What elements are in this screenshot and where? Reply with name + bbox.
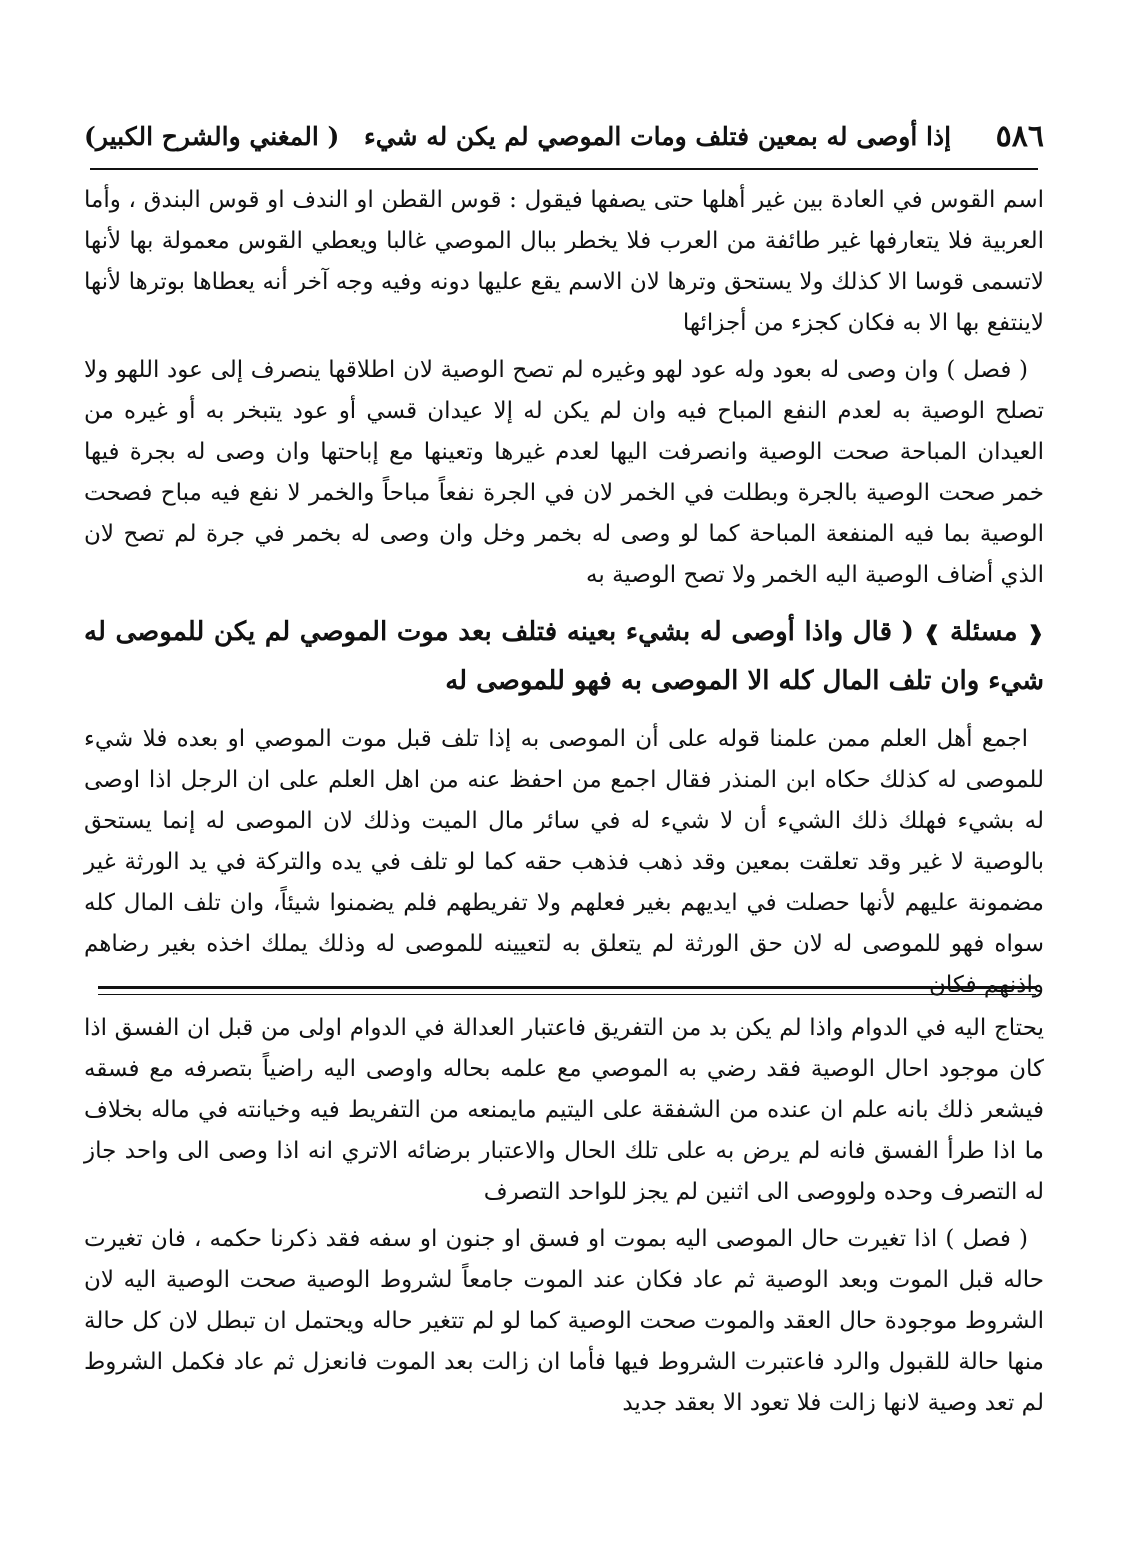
top-section: [84, 180, 1044, 1006]
running-title: إذا أوصى له بمعين فتلف ومات الموصي لم يكن له شيء: [363, 121, 952, 151]
ornament-icon: ❰: [1027, 621, 1044, 645]
book-page: [84, 108, 1044, 1528]
page-number: ٥٨٦: [995, 118, 1044, 154]
paragraph: ( فصل ) اذا تغيرت حال الموصى اليه بموت او فسق او جنون او سفه فقد ذكرنا حكمه ، فان تغيرت حاله قبل الموت وبعد الوصية ثم عاد فكان عند الموت جامعاً لشروط الوصية صحت الوصية اليه لان الشروط موجودة حال العقد والموت صحت الوصية كما لو لم تتغير حاله ويحتمل ان تبطل لان كل حالة منها حالة للقبول والرد فاعتبرت الشروط فيها فأما ان زالت بعد الموت فانعزل ثم عاد فكمل الشروط لم تعد وصية لانها زالت فلا تعود الا بعقد جديد: [84, 1226, 1044, 1416]
commentary: اجمع أهل العلم ممن علمنا قوله على أن الموصى به إذا تلف قبل موت الموصي او بعده فلا شيء للموصى له كذلك حكاه ابن المنذر فقال اجمع من احفظ عنه من اهل العلم على ان الرجل اذا اوصى له بشيء فهلك ذلك الشيء أن لا شيء له في سائر مال الميت وذلك لان الموصى له إنما يستحق بالوصية لا غير وقد تعلقت بمعين وقد ذهب فذهب حقه كما لو تلف في يده والتركة في يد الورثة غير مضمونة عليهم لأنها حصلت في ايديهم بغير فعلهم ولا تفريطهم فلم يضمنوا شيئاً، وان تلف المال كله سواه فهو للموصى له لان حق الورثة لم يتعلق به لتعيينه للموصى له وذلك يملك اخذه بغير رضاهم واذنهم فكان: [84, 726, 1044, 998]
section-divider: [98, 986, 1036, 995]
ornament-icon: ❱: [923, 621, 941, 645]
bottom-section: [84, 1008, 1044, 1424]
masala-text: ( قال واذا أوصى له بشيء بعينه فتلف بعد موت الموصي لم يكن للموصى له شيء وان تلف المال كله الا الموصى به فهو للموصى له: [84, 617, 1044, 696]
page-header: [84, 108, 1044, 164]
header-rule: [90, 168, 1038, 170]
paragraph: ( فصل ) وان وصى له بعود وله عود لهو وغيره لم تصح الوصية لان اطلاقها ينصرف إلى عود اللهو ولا تصلح الوصية به لعدم النفع المباح فيه وان لم يكن له إلا عيدان قسي أو عود يتبخر به أو غيره من العيدان المباحة صحت الوصية وانصرفت اليها لعدم غيرها وتعينها مع إباحتها وان وصى له بجرة فيها خمر صحت الوصية بالجرة وبطلت في الخمر لان في الجرة نفعاً مباحاً والخمر لا نفع فيه مباح فصحت الوصية بما فيه المنفعة المباحة كما لو وصى له بخمر وخل وان وصى له بخمر في جرة لم تصح لان الذي أضاف الوصية اليه الخمر ولا تصح الوصية به: [84, 357, 1044, 588]
masala-label: مسئلة: [950, 617, 1018, 647]
book-name: ( المغني والشرح الكبير): [84, 121, 340, 151]
masala-heading: [84, 608, 1044, 705]
paragraph: اسم القوس في العادة بين غير أهلها حتى يصفها فيقول : قوس القطن او الندف او قوس البندق ، وأما العربية فلا يتعارفها غير طائفة من العرب فلا يخطر ببال الموصي غالبا ويعطي القوس معمولة بها لأنها لاتسمى قوسا الا كذلك ولا يستحق وترها لان الاسم يقع عليها دونه وفيه وجه آخر أنه يعطاها بوترها لأنها لاينتفع بها الا به فكان كجزء من أجزائها: [84, 187, 1044, 336]
paragraph: يحتاج اليه في الدوام واذا لم يكن بد من التفريق فاعتبار العدالة في الدوام اولى من قبل ان الفسق اذا كان موجود احال الوصية فقد رضي به الموصي مع علمه بحاله واوصى اليه راضياً بتصرفه مع فسقه فيشعر ذلك بانه علم ان عنده من الشفقة على اليتيم مايمنعه من التفريط فيه وخيانته في ماله بخلاف ما اذا طرأ الفسق فانه لم يرض به على تلك الحال والاعتبار برضائه الاتري انه اذا وصى الى واحد جاز له التصرف وحده ولووصى الى اثنين لم يجز للواحد التصرف: [84, 1015, 1044, 1205]
